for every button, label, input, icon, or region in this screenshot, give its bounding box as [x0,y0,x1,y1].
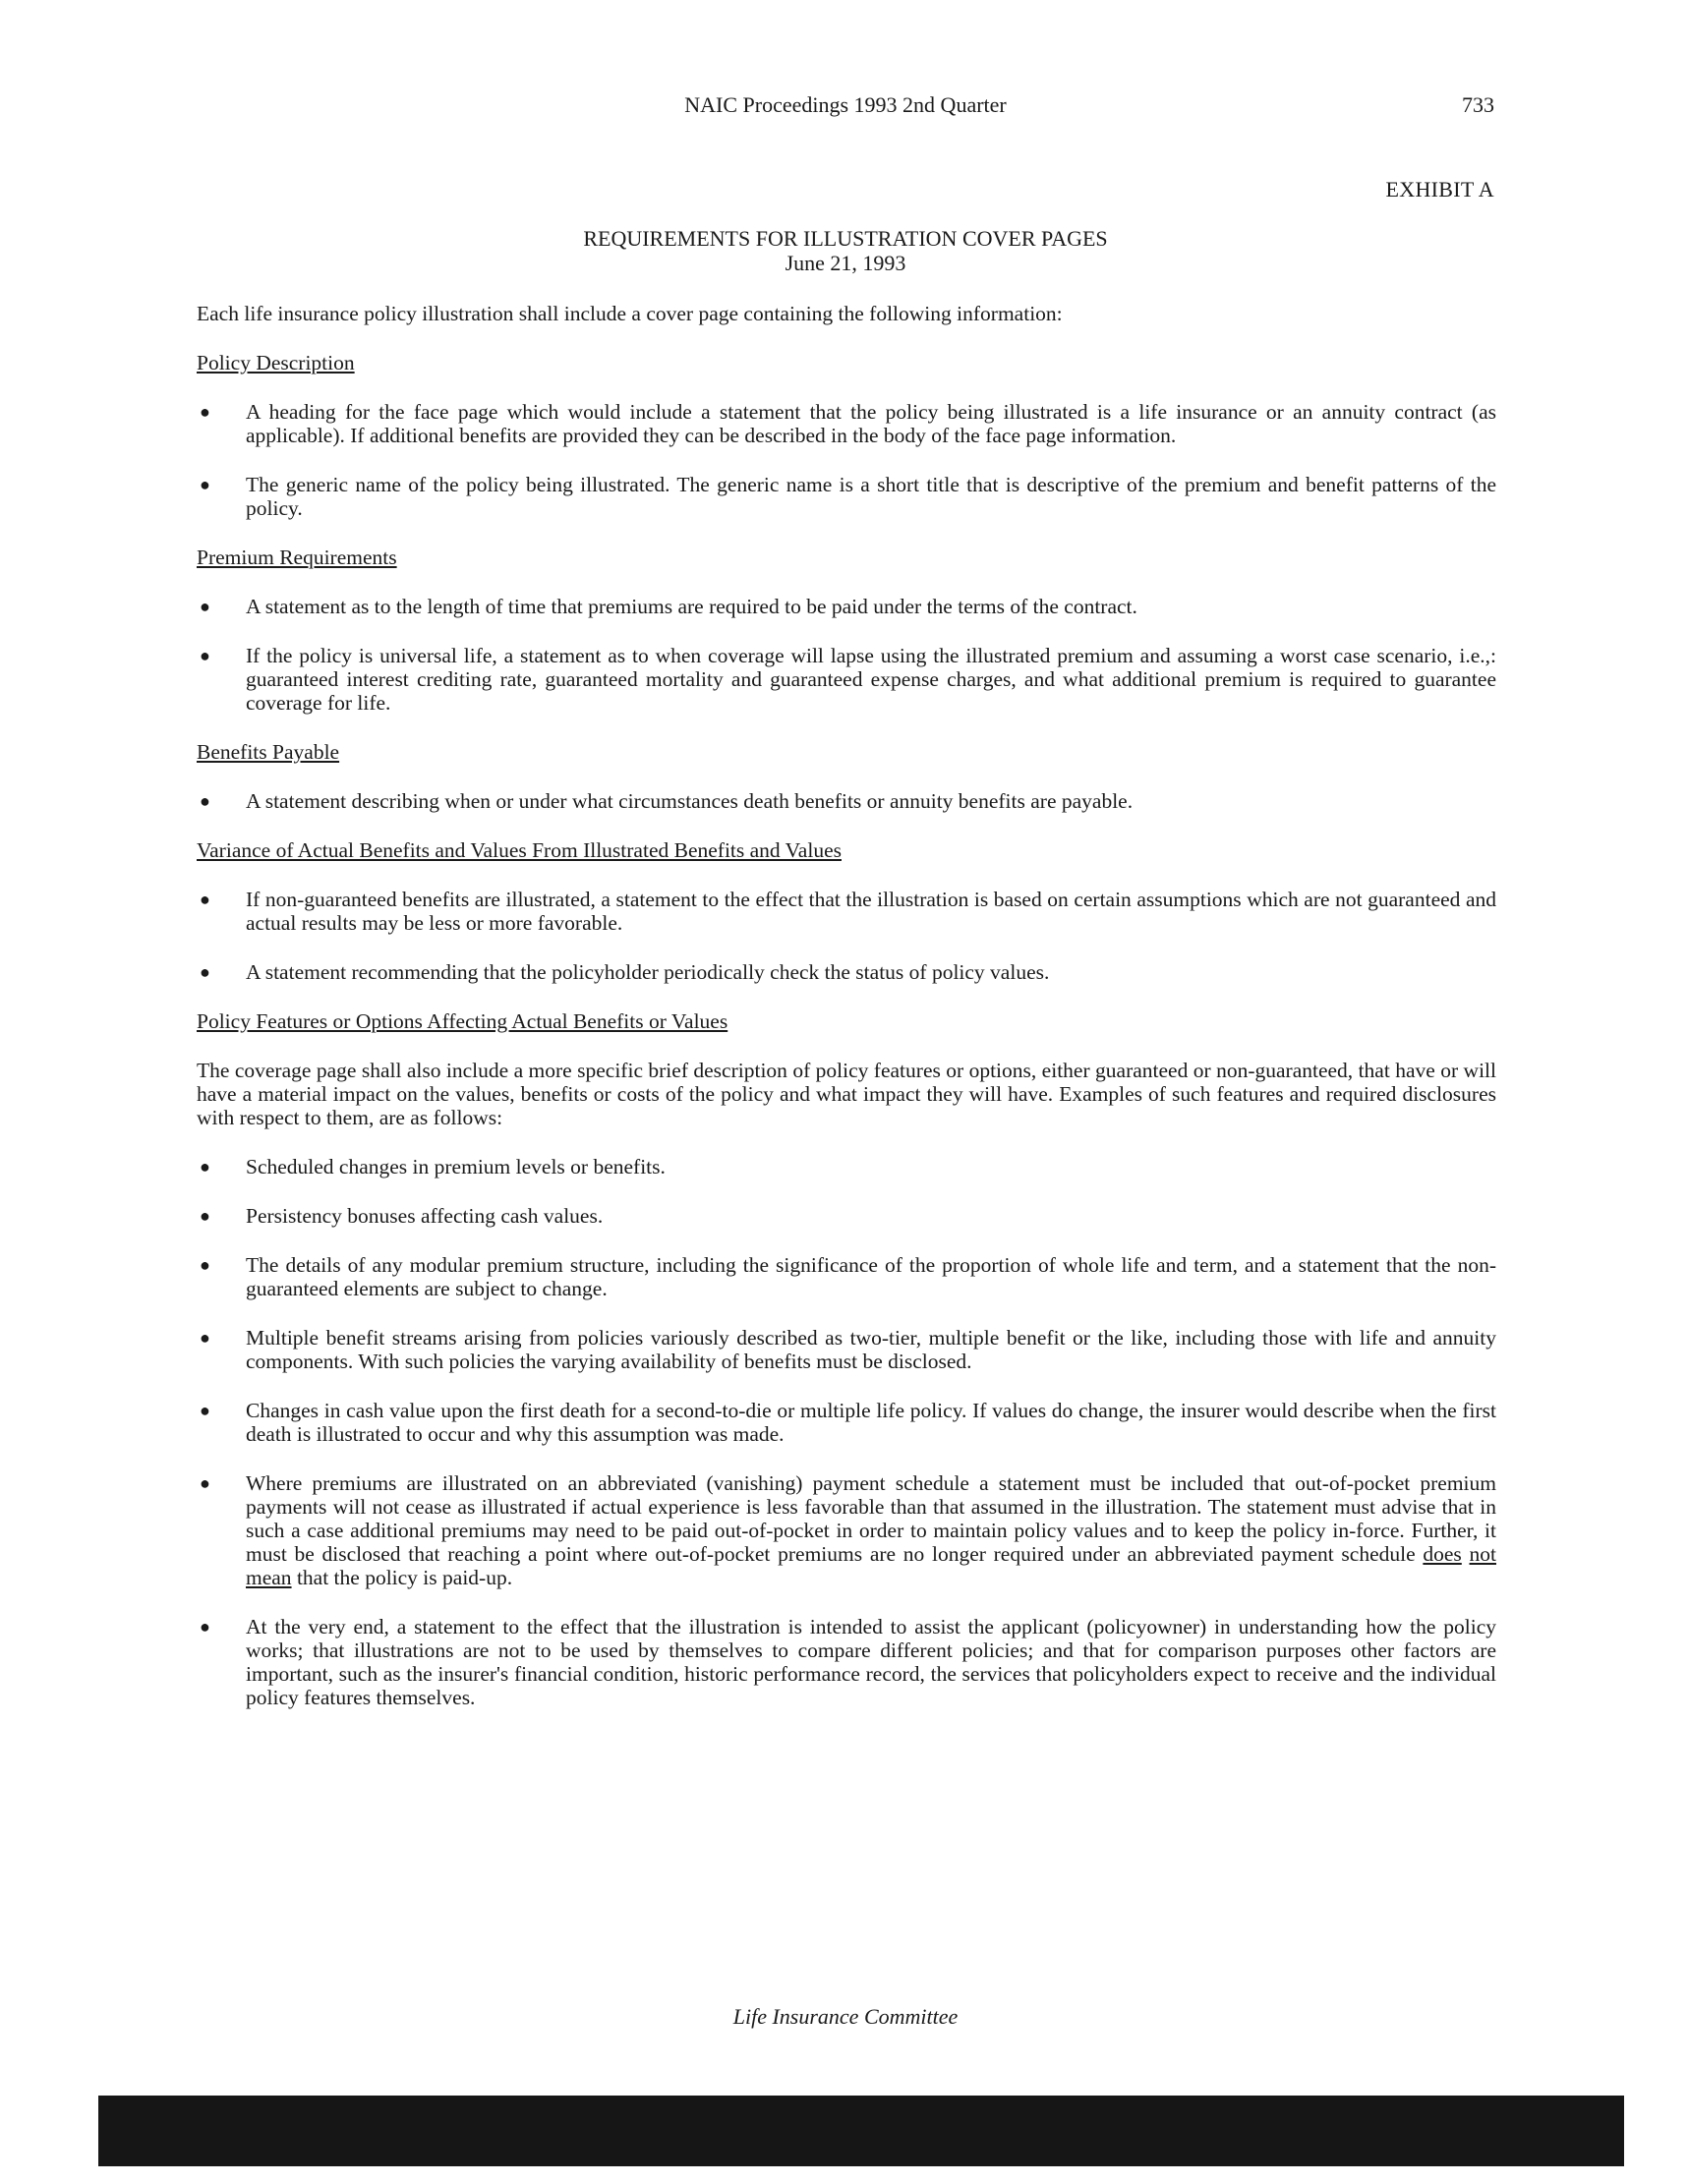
bullet-icon: ● [200,1255,210,1275]
section-heading-variance: Variance of Actual Benefits and Values From Illustrated Benefits and Values [197,838,842,862]
bullet-icon: ● [200,1206,210,1226]
section-heading-benefits-payable: Benefits Payable [197,740,340,764]
emphasis-not: not [1469,1542,1496,1566]
list-item: ● At the very end, a statement to the effect that the illustration is intended to assist the applicant (policyowner) in understanding how the policy works; that illustrations are not to be used by themselves to compare different policies; and that for comparison purposes other factors are important, such as the insurer's financial condition, historic performance record, the services that policyholders expect to receive and the individual policy features themselves. [200,1615,1496,1709]
list-item: ● If the policy is universal life, a statement as to when coverage will lapse using the illustrated premium and assuming a worst case scenario, i.e.,: guaranteed interest crediting rate, guaranteed mortality and guaranteed expense charges, and what additional premium is required to guarantee coverage for life. [200,644,1496,715]
scan-edge-bar [98,2096,1624,2166]
variance-list [197,888,1496,984]
section-heading-premium-requirements: Premium Requirements [197,546,397,569]
document-title-block [197,226,1494,275]
document-title: REQUIREMENTS FOR ILLUSTRATION COVER PAGES [583,226,1108,251]
bullet-icon: ● [200,597,210,616]
list-item: ● Where premiums are illustrated on an abbreviated (vanishing) payment schedule a statement must be included that out-of-pocket premium payments will not cease as illustrated if actual experience is less favorable than that assumed in the illustration. The statement must advise that in such a case additional premiums may need to be paid out-of-pocket in order to maintain policy values and to keep the policy in-force. Further, it must be disclosed that reaching a point where out-of-pocket premiums are no longer required under an abbreviated payment schedule does not mean that the policy is paid-up. [200,1471,1496,1589]
emphasis-does: does [1423,1542,1462,1566]
intro-paragraph: Each life insurance policy illustration shall include a cover page containing the following information: [197,302,1063,325]
list-item: ● A statement recommending that the policyholder periodically check the status of policy values. [200,960,1050,984]
document-date: June 21, 1993 [785,251,906,275]
emphasis-mean: mean [246,1566,292,1589]
bullet-icon: ● [200,962,210,982]
bullet-icon: ● [200,890,210,909]
bullet-icon: ● [200,475,210,494]
exhibit-label: EXHIBIT A [1385,177,1494,201]
premium-requirements-list [197,595,1496,715]
policy-features-list [197,1155,1496,1709]
footer-committee: Life Insurance Committee [732,2004,959,2029]
list-item: ● A statement describing when or under what circumstances death benefits or annuity benefits are payable. [200,789,1134,813]
list-item: ● Multiple benefit streams arising from policies variously described as two-tier, multiple benefit or the like, including those with life and annuity components. With such policies the varying availability of benefits must be disclosed. [200,1326,1496,1373]
list-item: ● A statement as to the length of time that premiums are required to be paid under the terms of the contract. [200,595,1137,618]
list-item: ● Changes in cash value upon the first death for a second-to-die or multiple life policy. If values do change, the insurer would describe when the first death is illustrated to occur and why this assumption was made. [200,1399,1496,1446]
bullet-icon: ● [200,1157,210,1177]
section-heading-policy-features: Policy Features or Options Affecting Actual Benefits or Values [197,1009,728,1033]
benefits-payable-list [197,789,1496,813]
bullet-icon: ● [200,402,210,422]
bullet-icon: ● [200,791,210,811]
bullet-icon: ● [200,1401,210,1420]
list-item: ● The details of any modular premium structure, including the significance of the proportion of whole life and term, and a statement that the non-guaranteed elements are subject to change. [200,1253,1496,1300]
list-item: ● Persistency bonuses affecting cash values. [200,1204,604,1228]
policy-features-paragraph: The coverage page shall also include a more specific brief description of policy features or options, either guaranteed or non-guaranteed, that have or will have a material impact on the values, benefits or costs of the policy and what impact they will have. Examples of such features and required disclosures with respect to them, are as follows: [197,1059,1496,1129]
bullet-icon: ● [200,646,210,665]
list-item: ● The generic name of the policy being illustrated. The generic name is a short title that is descriptive of the premium and benefit patterns of the policy. [200,473,1496,520]
section-heading-policy-description: Policy Description [197,351,355,374]
list-item: ● Scheduled changes in premium levels or benefits. [200,1155,666,1178]
list-item: ● A heading for the face page which would include a statement that the policy being illustrated is a life insurance or an annuity contract (as applicable). If additional benefits are provided they can be described in the body of the face page information. [200,400,1496,447]
bullet-icon: ● [200,1328,210,1348]
running-header [197,93,1494,121]
bullet-icon: ● [200,1473,210,1493]
document-body [197,302,1496,1735]
page-number: 733 [1462,92,1494,117]
list-item: ● If non-guaranteed benefits are illustrated, a statement to the effect that the illustration is based on certain assumptions which are not guaranteed and actual results may be less or more favorable. [200,888,1496,935]
running-title: NAIC Proceedings 1993 2nd Quarter [684,92,1007,117]
policy-description-list [197,400,1496,520]
bullet-icon: ● [200,1617,210,1637]
